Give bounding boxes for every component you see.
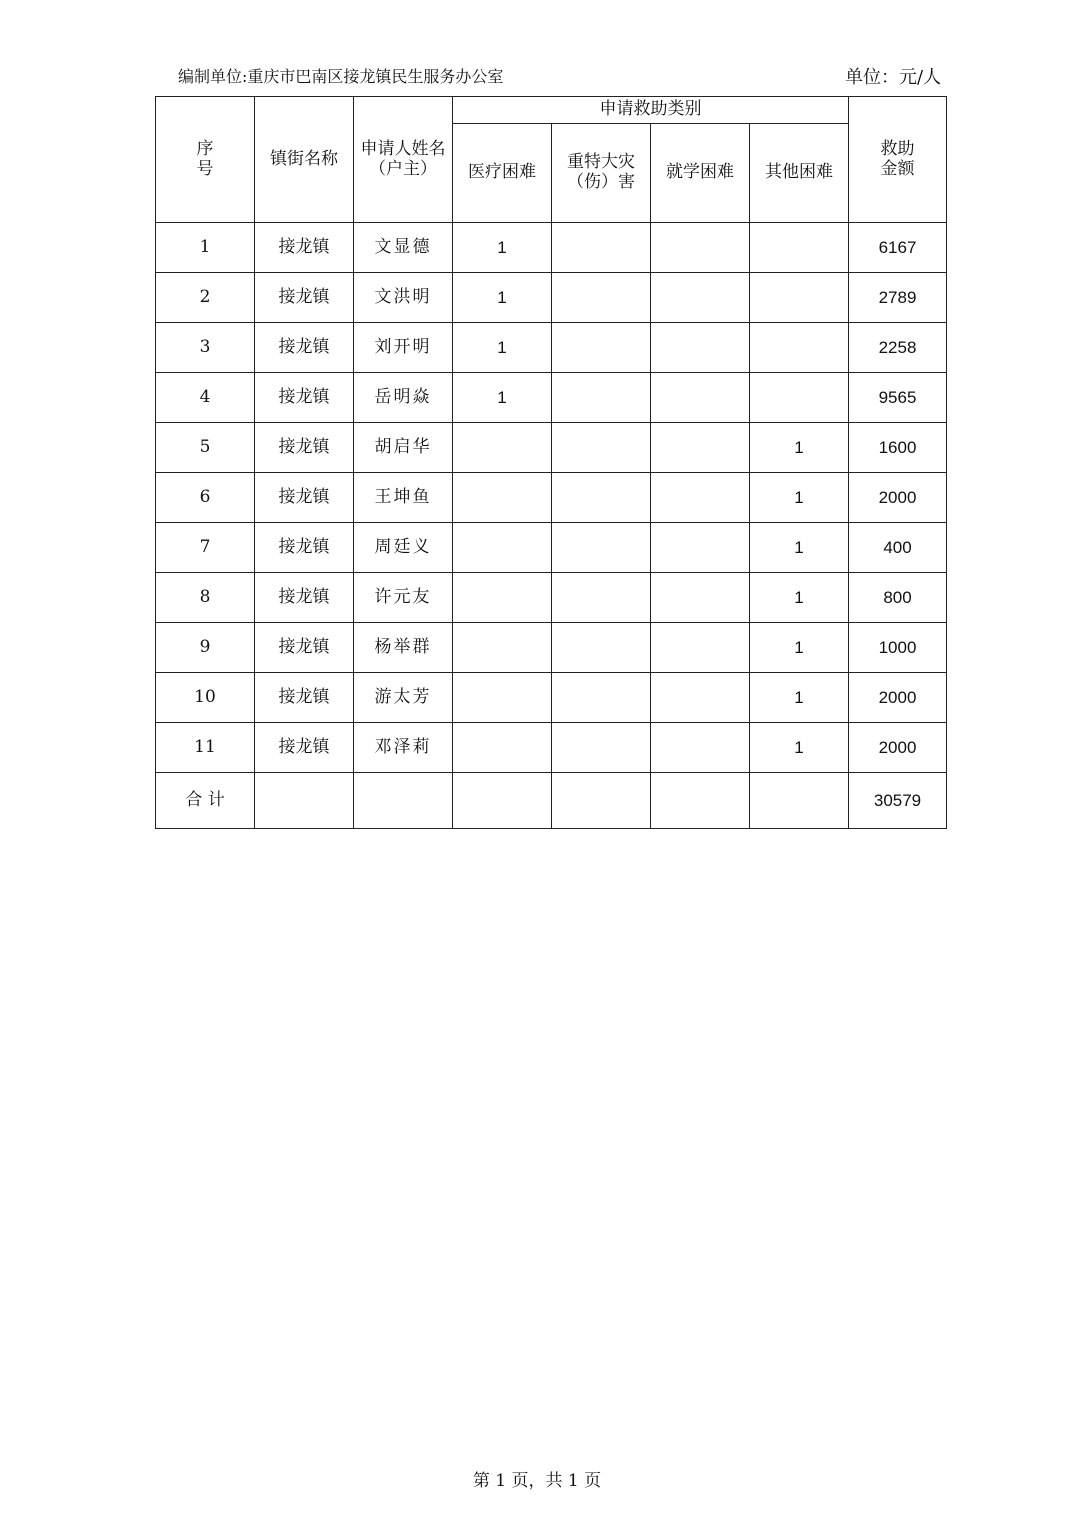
row-amount: 1000 bbox=[849, 623, 947, 673]
total-label: 合 计 bbox=[156, 773, 255, 829]
row-education bbox=[651, 723, 750, 773]
total-cell bbox=[552, 773, 651, 829]
page-footer: 第 1 页，共 1 页 bbox=[472, 1471, 602, 1491]
table-row bbox=[156, 573, 947, 623]
row-education bbox=[651, 273, 750, 323]
table-row bbox=[156, 323, 947, 373]
row-disaster bbox=[552, 523, 651, 573]
row-other: 1 bbox=[750, 423, 849, 473]
row-name: 胡启华 bbox=[354, 423, 453, 473]
row-education bbox=[651, 223, 750, 273]
row-medical bbox=[453, 473, 552, 523]
table-row bbox=[156, 273, 947, 323]
table-row bbox=[156, 523, 947, 573]
header-seq-line2: 号 bbox=[196, 158, 214, 179]
row-medical: 1 bbox=[453, 223, 552, 273]
row-medical bbox=[453, 423, 552, 473]
row-seq: 2 bbox=[156, 273, 255, 323]
row-other: 1 bbox=[750, 623, 849, 673]
row-other: 1 bbox=[750, 723, 849, 773]
row-medical bbox=[453, 723, 552, 773]
row-disaster bbox=[552, 273, 651, 323]
header-amount-line2: 金额 bbox=[880, 158, 915, 179]
header-applicant-line2: （户主） bbox=[369, 158, 437, 179]
header-education: 就学困难 bbox=[651, 124, 750, 223]
header-medical: 医疗困难 bbox=[453, 124, 552, 223]
table-body bbox=[156, 223, 947, 773]
row-other: 1 bbox=[750, 673, 849, 723]
row-disaster bbox=[552, 223, 651, 273]
header-disaster-line2: （伤）害 bbox=[567, 172, 635, 192]
row-medical: 1 bbox=[453, 273, 552, 323]
table-row bbox=[156, 673, 947, 723]
total-cell bbox=[750, 773, 849, 829]
row-seq: 3 bbox=[156, 323, 255, 373]
row-disaster bbox=[552, 573, 651, 623]
header-disaster bbox=[552, 124, 651, 223]
row-name: 王坤鱼 bbox=[354, 473, 453, 523]
row-amount: 800 bbox=[849, 573, 947, 623]
header-town: 镇街名称 bbox=[255, 97, 354, 223]
row-amount: 1600 bbox=[849, 423, 947, 473]
row-other: 1 bbox=[750, 473, 849, 523]
header-amount bbox=[849, 97, 947, 223]
row-town: 接龙镇 bbox=[255, 723, 354, 773]
row-other: 1 bbox=[750, 523, 849, 573]
relief-table bbox=[155, 96, 947, 829]
total-amount: 30579 bbox=[849, 773, 947, 829]
row-name: 游太芳 bbox=[354, 673, 453, 723]
row-education bbox=[651, 373, 750, 423]
row-education bbox=[651, 473, 750, 523]
row-education bbox=[651, 423, 750, 473]
row-disaster bbox=[552, 323, 651, 373]
row-name: 文显德 bbox=[354, 223, 453, 273]
total-cell bbox=[453, 773, 552, 829]
row-disaster bbox=[552, 423, 651, 473]
row-education bbox=[651, 673, 750, 723]
row-disaster bbox=[552, 373, 651, 423]
row-town: 接龙镇 bbox=[255, 573, 354, 623]
total-cell bbox=[354, 773, 453, 829]
row-other bbox=[750, 223, 849, 273]
row-disaster bbox=[552, 723, 651, 773]
table-row bbox=[156, 723, 947, 773]
header-category: 申请救助类别 bbox=[453, 97, 849, 124]
row-amount: 400 bbox=[849, 523, 947, 573]
row-amount: 2000 bbox=[849, 473, 947, 523]
header-applicant-line1: 申请人姓名 bbox=[360, 138, 446, 159]
row-medical bbox=[453, 673, 552, 723]
row-amount: 6167 bbox=[849, 223, 947, 273]
row-name: 刘开明 bbox=[354, 323, 453, 373]
row-education bbox=[651, 623, 750, 673]
row-name: 岳明焱 bbox=[354, 373, 453, 423]
row-seq: 6 bbox=[156, 473, 255, 523]
header-seq-line1: 序 bbox=[196, 138, 214, 159]
row-seq: 1 bbox=[156, 223, 255, 273]
total-row bbox=[156, 773, 947, 829]
table-row bbox=[156, 423, 947, 473]
row-education bbox=[651, 573, 750, 623]
row-seq: 9 bbox=[156, 623, 255, 673]
row-seq: 4 bbox=[156, 373, 255, 423]
table-row bbox=[156, 623, 947, 673]
row-education bbox=[651, 523, 750, 573]
row-medical: 1 bbox=[453, 323, 552, 373]
total-cell bbox=[651, 773, 750, 829]
row-seq: 11 bbox=[156, 723, 255, 773]
header-other: 其他困难 bbox=[750, 124, 849, 223]
row-town: 接龙镇 bbox=[255, 373, 354, 423]
row-seq: 5 bbox=[156, 423, 255, 473]
row-other bbox=[750, 323, 849, 373]
row-medical bbox=[453, 523, 552, 573]
row-name: 杨举群 bbox=[354, 623, 453, 673]
row-amount: 2000 bbox=[849, 673, 947, 723]
row-seq: 8 bbox=[156, 573, 255, 623]
row-name: 文洪明 bbox=[354, 273, 453, 323]
row-amount: 2789 bbox=[849, 273, 947, 323]
row-seq: 7 bbox=[156, 523, 255, 573]
row-town: 接龙镇 bbox=[255, 323, 354, 373]
row-medical bbox=[453, 623, 552, 673]
row-town: 接龙镇 bbox=[255, 673, 354, 723]
row-amount: 2258 bbox=[849, 323, 947, 373]
header-row-1 bbox=[156, 97, 947, 124]
row-town: 接龙镇 bbox=[255, 623, 354, 673]
row-town: 接龙镇 bbox=[255, 223, 354, 273]
row-other bbox=[750, 273, 849, 323]
row-seq: 10 bbox=[156, 673, 255, 723]
row-name: 许元友 bbox=[354, 573, 453, 623]
header-disaster-line1: 重特大灾 bbox=[567, 152, 635, 173]
table-row bbox=[156, 373, 947, 423]
row-amount: 2000 bbox=[849, 723, 947, 773]
unit-label: 单位：元/人 bbox=[845, 67, 942, 88]
row-other: 1 bbox=[750, 573, 849, 623]
table-row bbox=[156, 223, 947, 273]
row-other bbox=[750, 373, 849, 423]
row-town: 接龙镇 bbox=[255, 473, 354, 523]
table-row bbox=[156, 473, 947, 523]
total-cell bbox=[255, 773, 354, 829]
row-town: 接龙镇 bbox=[255, 273, 354, 323]
row-medical bbox=[453, 573, 552, 623]
row-medical: 1 bbox=[453, 373, 552, 423]
header-seq bbox=[156, 97, 255, 223]
row-name: 周廷义 bbox=[354, 523, 453, 573]
row-town: 接龙镇 bbox=[255, 523, 354, 573]
header-amount-line1: 救助 bbox=[880, 138, 915, 159]
row-disaster bbox=[552, 673, 651, 723]
org-label: 编制单位:重庆市巴南区接龙镇民生服务办公室 bbox=[178, 67, 504, 86]
row-education bbox=[651, 323, 750, 373]
row-name: 邓泽莉 bbox=[354, 723, 453, 773]
header-applicant bbox=[354, 97, 453, 223]
row-disaster bbox=[552, 473, 651, 523]
row-amount: 9565 bbox=[849, 373, 947, 423]
row-disaster bbox=[552, 623, 651, 673]
row-town: 接龙镇 bbox=[255, 423, 354, 473]
